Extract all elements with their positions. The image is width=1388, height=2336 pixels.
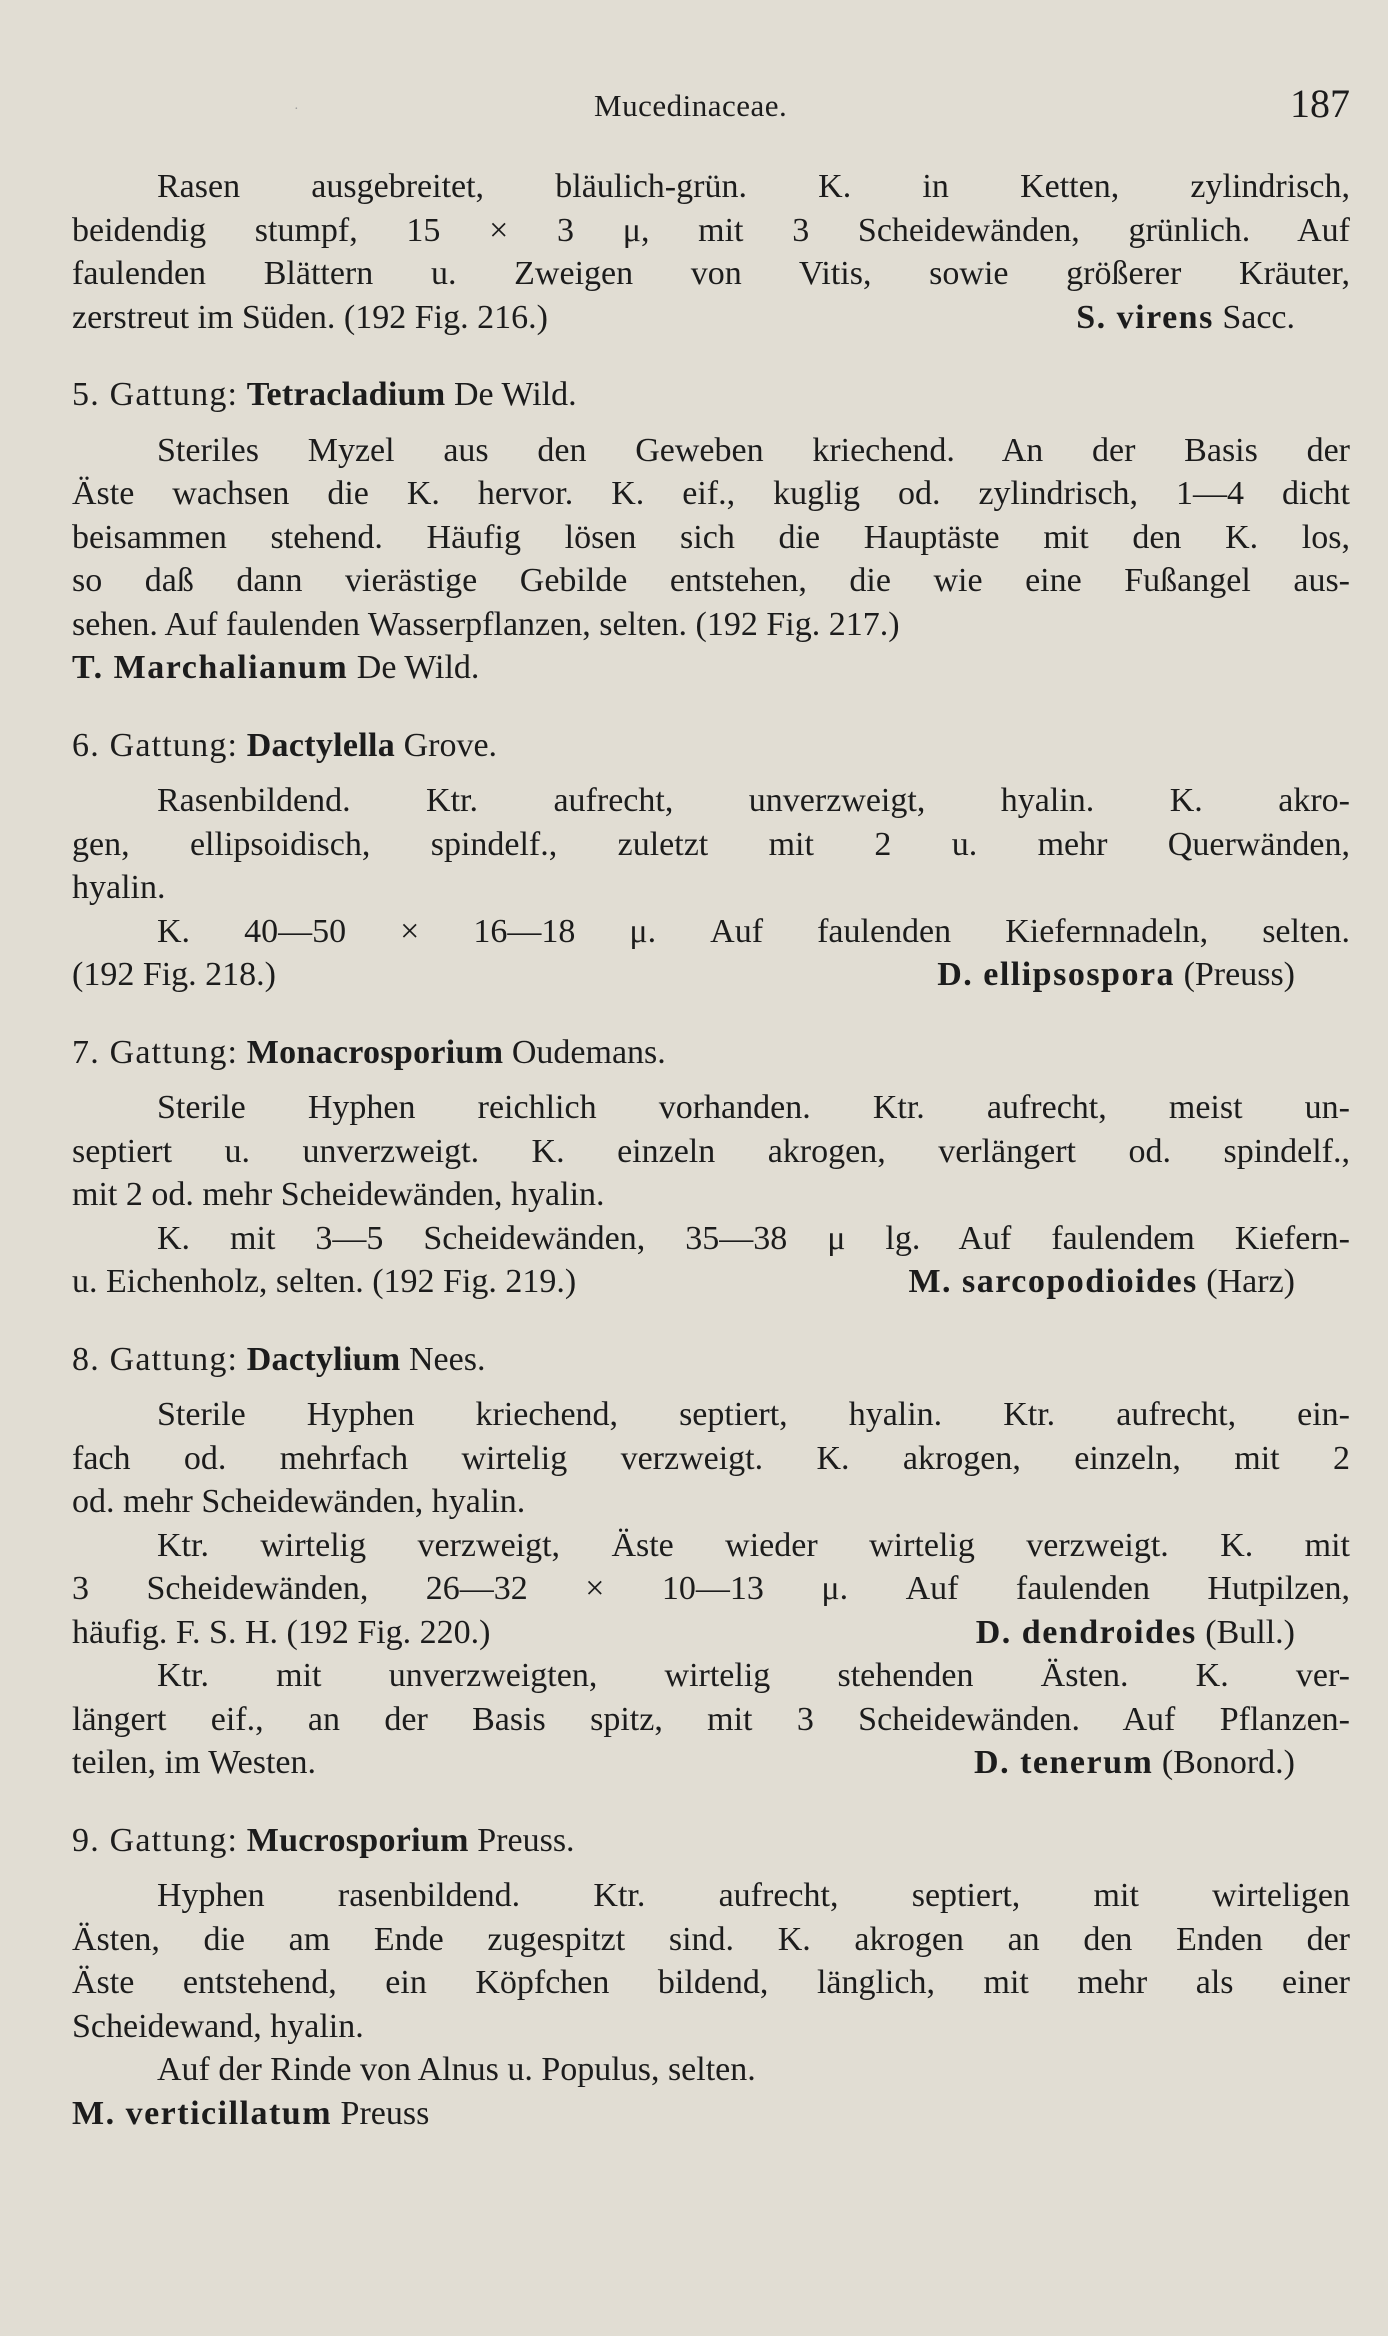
page-number: 187 [1290, 81, 1350, 126]
text-line: beisammen stehend. Häufig lösen sich die Hauptäste mit den K. los, [72, 518, 1350, 556]
text-line: mit 2 od. mehr Scheidewänden, hyalin. [72, 1176, 605, 1213]
intro-section [72, 165, 1350, 339]
text-line: u. Eichenholz, selten. (192 Fig. 219.) [72, 1263, 577, 1300]
text-line: od. mehr Scheidewänden, hyalin. [72, 1483, 526, 1520]
text-line: längert eif., an der Basis spitz, mit 3 Scheidewänden. Auf Pflanzen- [72, 1700, 1350, 1738]
text-line: zerstreut im Süden. (192 Fig. 216.) [72, 298, 548, 336]
species-name: D. dendroides (Bull.) [975, 1613, 1295, 1651]
text-line: (192 Fig. 218.) [72, 956, 276, 993]
text-line: gen, ellipsoidisch, spindelf., zuletzt mit 2 u. mehr Querwänden, [72, 825, 1350, 863]
genus-heading: 6. Gattung: Dactylella Grove. [72, 726, 498, 764]
text-line: Steriles Myzel aus den Geweben kriechend. An der Basis der [157, 431, 1350, 469]
genus-name: Dactylella [246, 726, 396, 764]
genus-name: Mucrosporium [246, 1821, 469, 1859]
text-line: Hyphen rasenbildend. Ktr. aufrecht, septiert, mit wirteligen [157, 1877, 1350, 1914]
text-line: septiert u. unverzweigt. K. einzeln akrogen, verlängert od. spindelf., [72, 1132, 1350, 1170]
text-line: so daß dann vierästige Gebilde entstehen, die wie eine Fußangel aus- [72, 562, 1350, 599]
species-name: S. virens Sacc. [1076, 298, 1295, 336]
species-line [72, 1611, 1350, 1655]
text-line: Äste wachsen die K. hervor. K. eif., kuglig od. zylindrisch, 1—4 dicht [72, 475, 1350, 512]
genus-heading: 9. Gattung: Mucrosporium Preuss. [72, 1821, 575, 1859]
species-name: T. Marchalianum De Wild. [72, 649, 480, 686]
text-line: Ktr. mit unverzweigten, wirtelig stehenden Ästen. K. ver- [157, 1657, 1350, 1694]
species-line [72, 1741, 1350, 1785]
genus-heading: 8. Gattung: Dactylium Nees. [72, 1340, 486, 1378]
species-line [72, 953, 1350, 997]
text-line: Rasenbildend. Ktr. aufrecht, unverzweigt, hyalin. K. akro- [157, 782, 1350, 819]
text-line: Scheidewand, hyalin. [72, 2007, 364, 2045]
genus-name: Monacrosporium [246, 1033, 504, 1071]
text-line: Äste entstehend, ein Köpfchen bildend, länglich, mit mehr als einer [72, 1964, 1350, 2001]
text-line: Sterile Hyphen reichlich vorhanden. Ktr. aufrecht, meist un- [157, 1089, 1350, 1126]
running-header [72, 80, 1350, 126]
species-name: M. verticillatum Preuss [72, 2094, 430, 2132]
running-title: Mucedinaceae. [594, 88, 788, 123]
text-line: Auf der Rinde von Alnus u. Populus, selten. [157, 2051, 756, 2088]
text-line: Ktr. wirtelig verzweigt, Äste wieder wirtelig verzweigt. K. mit [157, 1526, 1350, 1564]
genus-heading: 5. Gattung: Tetracladium De Wild. [72, 376, 577, 413]
text-line: faulenden Blättern u. Zweigen von Vitis, sowie größerer Kräuter, [72, 255, 1350, 292]
text-line: hyalin. [72, 869, 166, 906]
text-line: teilen, im Westen. [72, 1744, 317, 1781]
text-line: beidendig stumpf, 15 × 3 μ, mit 3 Scheidewänden, grünlich. Auf [72, 211, 1350, 249]
text-line: Sterile Hyphen kriechend, septiert, hyalin. Ktr. aufrecht, ein- [157, 1396, 1350, 1433]
text-line: fach od. mehrfach wirtelig verzweigt. K. akrogen, einzeln, mit 2 [72, 1439, 1350, 1477]
species-name: M. sarcopodioides (Harz) [908, 1263, 1295, 1300]
genus-heading: 7. Gattung: Monacrosporium Oudemans. [72, 1033, 666, 1071]
page-body [72, 165, 1350, 2135]
text-line: K. 40—50 × 16—18 μ. Auf faulenden Kiefernnadeln, selten. [157, 912, 1350, 950]
text-line: Ästen, die am Ende zugespitzt sind. K. akrogen an den Enden der [72, 1920, 1350, 1958]
text-line: 3 Scheidewänden, 26—32 × 10—13 μ. Auf faulenden Hutpilzen, [72, 1570, 1350, 1607]
genus-name: Dactylium [246, 1340, 401, 1378]
species-name: D. ellipsospora (Preuss) [937, 956, 1295, 993]
species-name: D. tenerum (Bonord.) [974, 1744, 1295, 1781]
text-line: Rasen ausgebreitet, bläulich-grün. K. in Ketten, zylindrisch, [157, 168, 1350, 205]
text-line: K. mit 3—5 Scheidewänden, 35—38 μ lg. Auf faulendem Kiefern- [157, 1219, 1350, 1257]
text-line: häufig. F. S. H. (192 Fig. 220.) [72, 1613, 491, 1651]
header-mark: · [294, 102, 299, 117]
species-line [72, 296, 1350, 340]
genus-name: Tetracladium [246, 376, 446, 413]
text-line: sehen. Auf faulenden Wasserpflanzen, selten. (192 Fig. 217.) [72, 605, 900, 643]
species-line [72, 1260, 1350, 1304]
